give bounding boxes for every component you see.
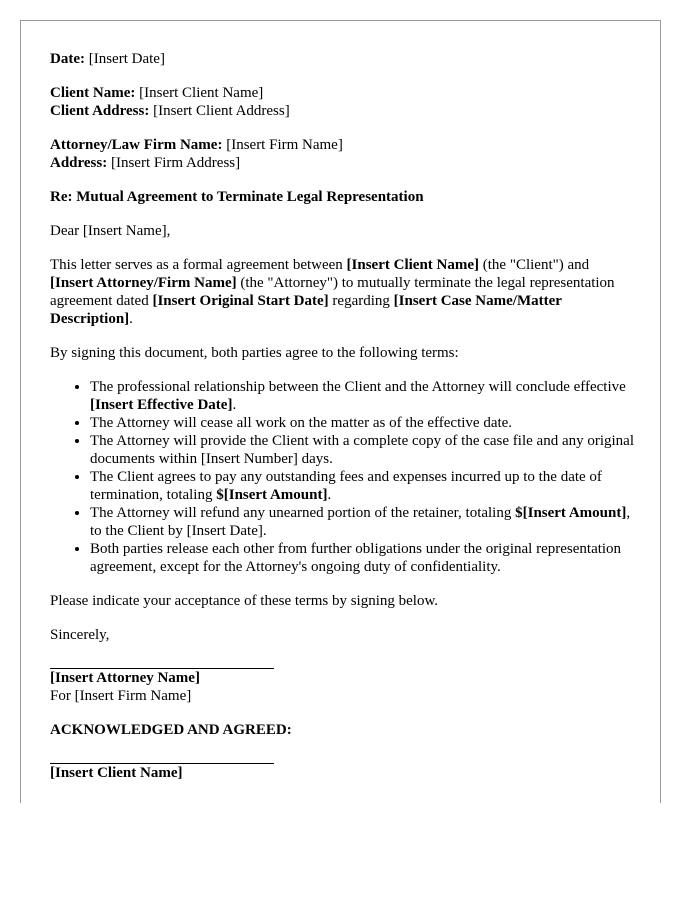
intro-text-5: . — [129, 311, 133, 327]
term-4-text: The Client agrees to pay any outstanding fees and expenses incurred up to the date of termination, totaling — [90, 469, 602, 503]
acceptance-paragraph: Please indicate your acceptance of these terms by signing below. — [50, 593, 439, 609]
date-label: Date: — [50, 51, 85, 67]
terms-intro: By signing this document, both parties agree to the following terms: — [50, 345, 459, 361]
client-name-line — [50, 84, 635, 102]
client-address-label: Client Address: — [50, 103, 150, 119]
term-item-cease-work: • The Attorney will cease all work on the matter as of the effective date. — [90, 414, 635, 432]
term-1-text: The professional relationship between the Client and the Attorney will conclude effective — [90, 379, 626, 395]
attorney-name — [50, 669, 635, 687]
firm-block — [50, 136, 635, 172]
term-item-effective-date — [90, 378, 635, 414]
date-line — [50, 50, 635, 68]
client-name-label: Client Name: — [50, 85, 136, 101]
client-signature-block — [50, 763, 635, 782]
firm-address-line — [50, 154, 635, 172]
subject-line — [50, 188, 635, 206]
term-5-end: , to the Client by [Insert Date]. — [90, 505, 631, 539]
terms-list — [50, 378, 635, 576]
firm-name-value: [Insert Firm Name] — [226, 137, 343, 153]
intro-text-1: This letter serves as a formal agreement between — [50, 257, 347, 273]
intro-case-name: [Insert Case Name/Matter Description] — [50, 293, 562, 327]
client-signature-name — [50, 764, 635, 782]
client-signature-name-text: [Insert Client Name] — [50, 765, 183, 781]
attorney-signature-block — [50, 668, 635, 705]
intro-text-3: (the "Attorney") to mutually terminate the legal representation agreement dated — [50, 275, 615, 309]
intro-paragraph — [50, 256, 635, 328]
intro-client-name: [Insert Client Name] — [346, 257, 480, 273]
term-5-bold: $[Insert Amount] — [515, 505, 627, 521]
term-4-end: . — [327, 487, 332, 503]
salutation: Dear [Insert Name], — [50, 223, 171, 239]
letter-content — [50, 50, 635, 798]
intro-text-2: (the "Client") and — [479, 257, 590, 273]
intro-text-4: regarding — [328, 293, 394, 309]
intro-start-date: [Insert Original Start Date] — [152, 293, 329, 309]
firm-address-label: Address: — [50, 155, 108, 171]
client-name-value: [Insert Client Name] — [139, 85, 264, 101]
term-5-text: The Attorney will refund any unearned portion of the retainer, totaling — [90, 505, 516, 521]
client-address-line — [50, 102, 635, 120]
firm-address-value: [Insert Firm Address] — [110, 155, 241, 171]
letter-page — [20, 20, 661, 803]
term-item-case-file: • The Attorney will provide the Client with a complete copy of the case file and any original documents within [Insert Number] days. — [90, 432, 635, 468]
term-item-refund — [90, 504, 635, 540]
term-1-bold: [Insert Effective Date] — [90, 397, 233, 413]
term-1-end: . — [232, 397, 237, 413]
acknowledged-heading — [50, 721, 635, 739]
attorney-for-line: For [Insert Firm Name] — [50, 688, 192, 704]
closing: Sincerely, — [50, 627, 110, 643]
firm-name-line — [50, 136, 635, 154]
client-block — [50, 84, 635, 120]
acknowledged-text: ACKNOWLEDGED AND AGREED: — [50, 722, 292, 738]
firm-name-label: Attorney/Law Firm Name: — [50, 137, 223, 153]
attorney-name-text: [Insert Attorney Name] — [50, 670, 200, 686]
client-address-value: [Insert Client Address] — [153, 103, 290, 119]
date-value: [Insert Date] — [88, 51, 165, 67]
term-item-outstanding-fees — [90, 468, 635, 504]
subject-text: Re: Mutual Agreement to Terminate Legal Representation — [50, 189, 424, 205]
term-item-release: • Both parties release each other from further obligations under the original representation agreement, except for the Attorney's ongoing duty of confidentiality. — [90, 540, 635, 576]
term-4-bold: $[Insert Amount] — [216, 487, 328, 503]
intro-attorney-name: [Insert Attorney/Firm Name] — [50, 275, 237, 291]
date-block — [50, 50, 635, 68]
